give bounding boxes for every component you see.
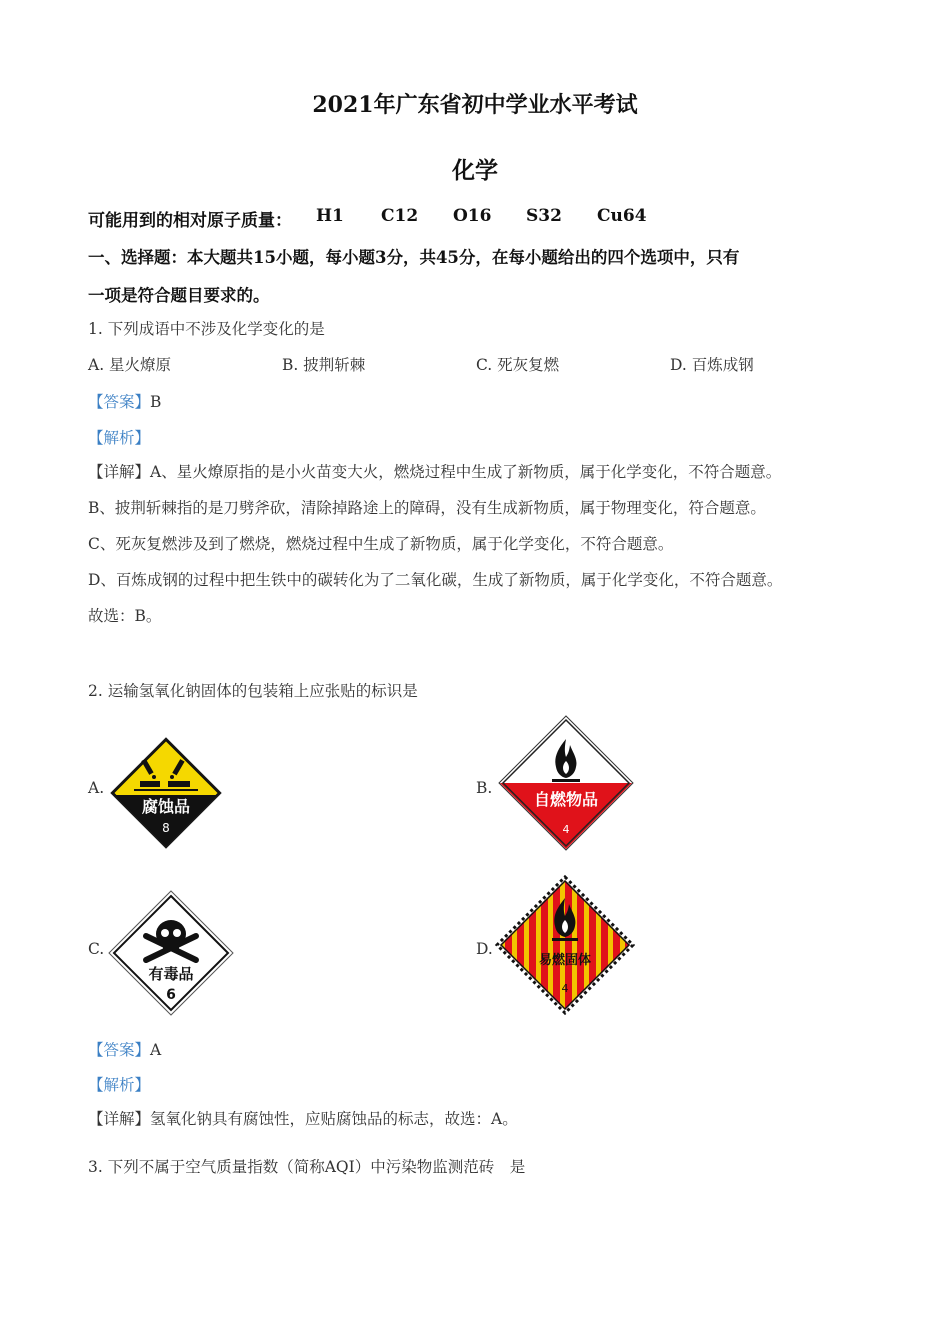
q3-stem: 3. 下列不属于空气质量指数（简称AQI）中污染物监测范砖 是 bbox=[88, 1158, 526, 1176]
atomic-mass-label: 可能用到的相对原子质量： bbox=[88, 211, 292, 231]
spontaneous-combustion-label: 自燃物品 bbox=[533, 790, 599, 809]
flammable-solid-sign bbox=[494, 874, 636, 1016]
q2-answer: A bbox=[150, 1041, 162, 1059]
q2-analysis-tag: 【解析】 bbox=[88, 1076, 151, 1094]
flammable-solid-number: 4 bbox=[561, 982, 569, 995]
atomic-mass-s: S32 bbox=[526, 206, 562, 226]
corrosive-sign-label: 腐蚀品 bbox=[141, 797, 191, 816]
q1-analysis-tag: 【解析】 bbox=[88, 429, 151, 447]
q1-option-b: B. 披荆斩棘 bbox=[282, 356, 366, 374]
q1-option-c: C. 死灰复燃 bbox=[476, 356, 560, 374]
atomic-mass-c: C12 bbox=[381, 206, 419, 226]
q1-conclusion: 故选：B。 bbox=[88, 607, 162, 625]
q2-detail: 氢氧化钠具有腐蚀性，应贴腐蚀品的标志，故选：A。 bbox=[150, 1110, 518, 1128]
q1-detail-d: D、百炼成钢的过程中把生铁中的碳转化为了二氧化碳，生成了新物质，属于化学变化，不符合题意。 bbox=[88, 571, 783, 589]
toxic-sign-label: 有毒品 bbox=[148, 965, 194, 983]
subject-title: 化学 bbox=[452, 157, 498, 184]
q1-detail-c: C、死灰复燃涉及到了燃烧，燃烧过程中生成了新物质，属于化学变化，不符合题意。 bbox=[88, 535, 674, 553]
toxic-sign-number: 6 bbox=[166, 987, 176, 1003]
atomic-mass-o: O16 bbox=[453, 206, 492, 226]
q2-stem: 2. 运输氢氧化钠固体的包装箱上应张贴的标识是 bbox=[88, 682, 418, 700]
spontaneous-combustion-sign bbox=[498, 715, 634, 851]
section-heading-line2: 一项是符合题目要求的。 bbox=[88, 286, 270, 305]
corrosive-sign bbox=[110, 737, 222, 849]
q1-option-a: A. 星火燎原 bbox=[88, 356, 172, 374]
q1-answer: B bbox=[150, 393, 162, 411]
q1-detail-b: B、披荆斩棘指的是刀劈斧砍，清除掉路途上的障碍，没有生成新物质，属于物理变化，符合题意。 bbox=[88, 499, 766, 517]
q1-option-d: D. 百炼成钢 bbox=[670, 356, 754, 374]
q2-detail-line bbox=[88, 1107, 518, 1129]
q1-detail-a: A、星火燎原指的是小火苗变大火，燃烧过程中生成了新物质，属于化学变化，不符合题意。 bbox=[150, 463, 782, 481]
page-title: 2021年广东省初中学业水平考试 bbox=[312, 92, 638, 118]
q1-answer-line bbox=[88, 390, 161, 412]
q2-answer-line bbox=[88, 1038, 161, 1060]
q1-detail-line-a bbox=[88, 460, 781, 482]
q2-option-d-letter: D. bbox=[476, 940, 493, 958]
flammable-solid-label: 易燃固体 bbox=[538, 953, 592, 968]
toxic-sign bbox=[108, 890, 234, 1016]
q1-answer-tag: 【答案】 bbox=[88, 393, 151, 411]
q2-option-a-letter: A. bbox=[88, 779, 105, 797]
corrosive-sign-number: 8 bbox=[162, 821, 170, 835]
atomic-mass-h: H1 bbox=[316, 206, 344, 226]
q2-option-b-letter: B. bbox=[476, 779, 493, 797]
section-heading-line1: 一、选择题：本大题共15小题，每小题3分，共45分，在每小题给出的四个选项中，只有 bbox=[88, 248, 740, 267]
q1-detail-tag: 【详解】 bbox=[88, 463, 151, 481]
spontaneous-combustion-number: 4 bbox=[562, 823, 570, 836]
q2-option-c-letter: C. bbox=[88, 940, 105, 958]
q2-answer-tag: 【答案】 bbox=[88, 1041, 151, 1059]
atomic-mass-cu: Cu64 bbox=[597, 206, 647, 226]
q1-stem: 1. 下列成语中不涉及化学变化的是 bbox=[88, 320, 325, 338]
q2-detail-tag: 【详解】 bbox=[88, 1110, 151, 1128]
